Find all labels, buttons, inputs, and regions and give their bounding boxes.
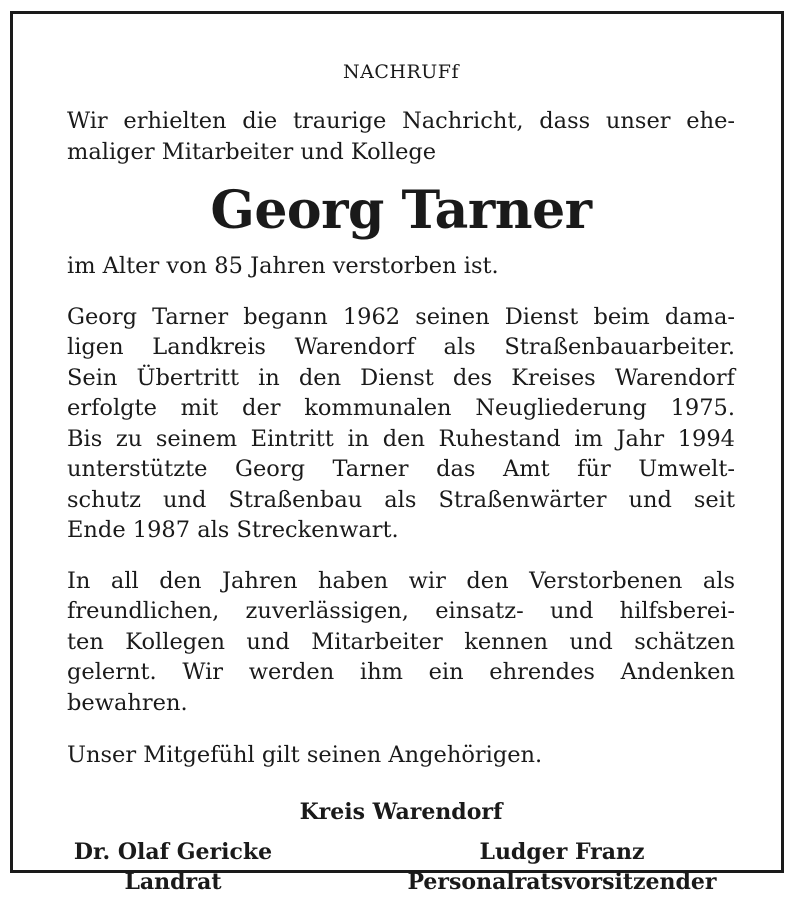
memory-paragraph xyxy=(67,566,735,719)
age-paragraph xyxy=(67,251,735,282)
notice-heading: NACHRUFf xyxy=(343,61,459,83)
obituary-notice xyxy=(67,58,735,901)
career-line: Georg Tarner begann 1962 seinen Dienst beim dama- xyxy=(67,303,735,330)
signer-left xyxy=(67,837,279,897)
career-paragraph xyxy=(67,302,735,546)
sympathy-paragraph xyxy=(67,740,735,771)
career-line: ligen Landkreis Warendorf als Straßenbauarbeiter. xyxy=(67,334,735,360)
memory-line: ten Kollegen und Mitarbeiter kennen und schätzen xyxy=(67,628,735,655)
organization-name: Kreis Warendorf xyxy=(299,798,503,825)
signatures xyxy=(67,837,735,901)
age-line: im Alter von 85 Jahren verstorben ist. xyxy=(67,253,499,279)
signer-title: Landrat xyxy=(124,868,222,895)
career-line: schutz und Straßenbau als Straßenwärter und seit xyxy=(67,486,735,513)
memory-line: gelernt. Wir werden ihm ein ehrendes Andenken xyxy=(67,659,735,685)
intro-paragraph xyxy=(67,106,735,167)
memory-line: freundlichen, zuverlässigen, einsatz- und hilfsberei- xyxy=(67,598,735,624)
memory-line: bewahren. xyxy=(67,689,188,716)
sympathy-line: Unser Mitgefühl gilt seinen Angehörigen. xyxy=(67,742,543,768)
career-line: unterstützte Georg Tarner das Amt für Umwelt- xyxy=(67,456,735,482)
signer-right xyxy=(389,837,735,897)
career-line: Ende 1987 als Streckenwart. xyxy=(67,517,399,543)
career-line: Bis zu seinem Eintritt in den Ruhestand im Jahr 1994 xyxy=(67,425,735,452)
signer-name: Dr. Olaf Gericke xyxy=(73,838,273,865)
memory-line: In all den Jahren haben wir den Verstorbenen als xyxy=(67,567,735,594)
signer-name: Ludger Franz xyxy=(479,838,645,865)
deceased-name: Georg Tarner xyxy=(210,180,592,241)
career-line: Sein Übertritt in den Dienst des Kreises Warendorf xyxy=(67,364,735,391)
intro-line: maliger Mitarbeiter und Kollege xyxy=(67,138,437,165)
intro-line: Wir erhielten die traurige Nachricht, dass unser ehe- xyxy=(67,108,735,134)
career-line: erfolgte mit der kommunalen Neugliederung 1975. xyxy=(67,395,735,421)
signer-title: Personalratsvorsitzender xyxy=(407,868,717,895)
